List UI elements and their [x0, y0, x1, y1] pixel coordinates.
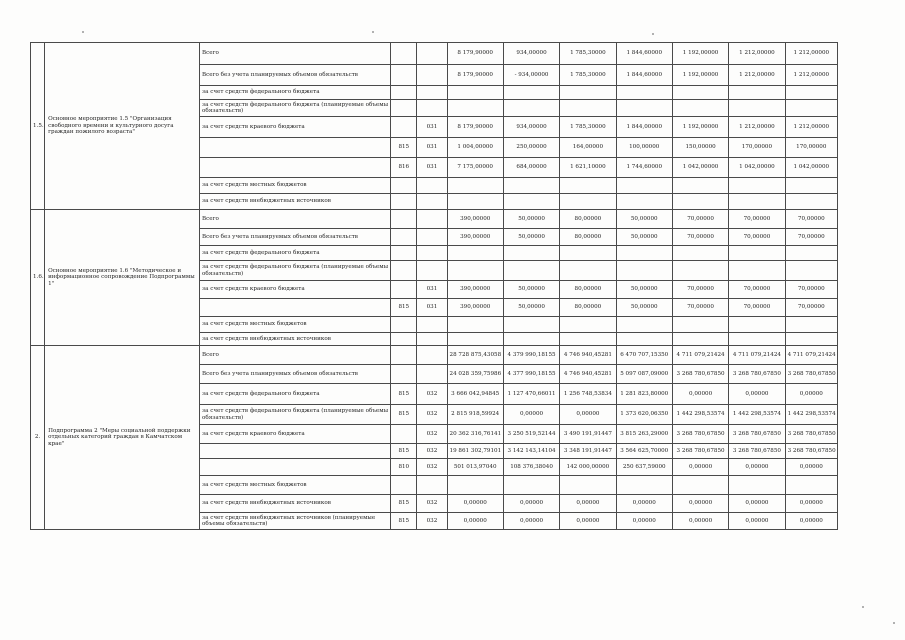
table-row	[31, 346, 838, 365]
amount-cell: 0,00000	[729, 459, 785, 476]
amount-cell: 50,00000	[503, 210, 559, 229]
amount-cell: 3 564 625,70000	[616, 444, 672, 459]
amount-cell: 80,00000	[560, 210, 616, 229]
amount-cell	[503, 178, 559, 194]
amount-cell	[616, 246, 672, 261]
amount-cell: 1 192,00000	[672, 43, 728, 65]
funding-source-label: за счет средств внебюджетных источников (планируемые объемы обязательств)	[200, 513, 391, 530]
admin-code	[391, 476, 417, 495]
amount-cell	[503, 194, 559, 210]
amount-cell: 80,00000	[560, 229, 616, 246]
admin-code	[391, 333, 417, 346]
amount-cell: 1 212,00000	[729, 117, 785, 138]
admin-code	[391, 178, 417, 194]
funding-source-label: Всего	[200, 43, 391, 65]
amount-cell: 390,00000	[447, 229, 503, 246]
budget-table-body	[31, 43, 838, 530]
funding-source-label: за счет средств федерального бюджета (планируемые объемы обязательств)	[200, 100, 391, 117]
scan-speck	[862, 606, 864, 608]
amount-cell: 3 815 263,29000	[616, 425, 672, 444]
funding-source-label	[200, 444, 391, 459]
amount-cell: 0,00000	[447, 495, 503, 513]
amount-cell	[785, 261, 837, 281]
admin-code	[391, 65, 417, 86]
amount-cell	[447, 194, 503, 210]
funding-source-label: за счет средств местных бюджетов	[200, 476, 391, 495]
amount-cell: 3 268 780,67850	[785, 365, 837, 384]
admin-code: 815	[391, 513, 417, 530]
amount-cell: - 934,00000	[503, 65, 559, 86]
program-code: 032	[417, 459, 447, 476]
amount-cell: 20 362 316,76141	[447, 425, 503, 444]
admin-code	[391, 229, 417, 246]
admin-code: 815	[391, 444, 417, 459]
amount-cell	[616, 86, 672, 100]
program-code	[417, 365, 447, 384]
amount-cell	[560, 246, 616, 261]
funding-source-label	[200, 299, 391, 317]
amount-cell: 1 042,00000	[672, 158, 728, 178]
funding-source-label: за счет средств внебюджетных источников	[200, 495, 391, 513]
amount-cell	[560, 333, 616, 346]
amount-cell: 0,00000	[785, 495, 837, 513]
amount-cell: 0,00000	[503, 405, 559, 425]
admin-code: 810	[391, 459, 417, 476]
amount-cell	[672, 333, 728, 346]
amount-cell: 0,00000	[672, 513, 728, 530]
amount-cell: 50,00000	[503, 281, 559, 299]
amount-cell: 3 268 780,67850	[785, 444, 837, 459]
amount-cell: 70,00000	[672, 210, 728, 229]
amount-cell: 1 442 298,53574	[785, 405, 837, 425]
program-code	[417, 246, 447, 261]
program-code: 032	[417, 405, 447, 425]
amount-cell: 108 376,38040	[503, 459, 559, 476]
amount-cell: 1 212,00000	[785, 43, 837, 65]
admin-code: 815	[391, 495, 417, 513]
amount-cell	[447, 317, 503, 333]
funding-source-label: за счет средств краевого бюджета	[200, 281, 391, 299]
amount-cell: 1 256 748,53834	[560, 384, 616, 405]
amount-cell: 3 268 780,67850	[785, 425, 837, 444]
section-number: 1.5.	[31, 43, 45, 210]
amount-cell	[447, 476, 503, 495]
amount-cell: 170,00000	[785, 138, 837, 158]
amount-cell: 19 861 302,79101	[447, 444, 503, 459]
amount-cell	[785, 246, 837, 261]
amount-cell: 1 785,30000	[560, 43, 616, 65]
amount-cell: 0,00000	[785, 513, 837, 530]
amount-cell	[616, 317, 672, 333]
amount-cell	[672, 261, 728, 281]
amount-cell: 70,00000	[785, 299, 837, 317]
amount-cell	[672, 317, 728, 333]
amount-cell: 4 711 079,21424	[729, 346, 785, 365]
program-code	[417, 43, 447, 65]
program-code	[417, 333, 447, 346]
amount-cell: 1 844,00000	[616, 117, 672, 138]
amount-cell: 50,00000	[616, 210, 672, 229]
program-code: 031	[417, 138, 447, 158]
scan-speck	[372, 31, 374, 33]
amount-cell	[729, 100, 785, 117]
budget-table	[30, 42, 838, 530]
funding-source-label: Всего без учета планируемых объемов обязательств	[200, 65, 391, 86]
funding-source-label: за счет средств внебюджетных источников	[200, 333, 391, 346]
admin-code	[391, 117, 417, 138]
admin-code	[391, 425, 417, 444]
amount-cell: 3 268 780,67850	[672, 365, 728, 384]
amount-cell: 70,00000	[672, 299, 728, 317]
amount-cell: 1 127 470,66011	[503, 384, 559, 405]
funding-source-label: за счет средств федерального бюджета	[200, 246, 391, 261]
amount-cell	[447, 333, 503, 346]
program-code	[417, 261, 447, 281]
amount-cell	[729, 317, 785, 333]
amount-cell	[560, 86, 616, 100]
amount-cell: 0,00000	[616, 495, 672, 513]
amount-cell: 0,00000	[672, 495, 728, 513]
amount-cell	[672, 100, 728, 117]
amount-cell: 2 815 918,59924	[447, 405, 503, 425]
admin-code	[391, 210, 417, 229]
admin-code	[391, 346, 417, 365]
admin-code	[391, 43, 417, 65]
amount-cell: 4 379 990,18155	[503, 346, 559, 365]
amount-cell: 0,00000	[616, 513, 672, 530]
amount-cell: 250 637,59000	[616, 459, 672, 476]
amount-cell: 170,00000	[729, 138, 785, 158]
admin-code	[391, 261, 417, 281]
program-code	[417, 476, 447, 495]
funding-source-label: за счет средств краевого бюджета	[200, 117, 391, 138]
program-code	[417, 100, 447, 117]
amount-cell: 8 179,90000	[447, 65, 503, 86]
amount-cell	[729, 333, 785, 346]
amount-cell: 1 281 823,80000	[616, 384, 672, 405]
amount-cell: 150,00000	[672, 138, 728, 158]
amount-cell: 7 175,00000	[447, 158, 503, 178]
amount-cell: 50,00000	[503, 229, 559, 246]
program-code	[417, 210, 447, 229]
amount-cell: 501 013,97040	[447, 459, 503, 476]
amount-cell: 70,00000	[785, 210, 837, 229]
table-row	[31, 43, 838, 65]
amount-cell: 70,00000	[729, 229, 785, 246]
program-code: 031	[417, 117, 447, 138]
program-code	[417, 65, 447, 86]
amount-cell: 70,00000	[729, 281, 785, 299]
amount-cell: 80,00000	[560, 299, 616, 317]
amount-cell	[672, 86, 728, 100]
amount-cell: 3 348 191,91447	[560, 444, 616, 459]
funding-source-label	[200, 158, 391, 178]
amount-cell	[560, 261, 616, 281]
admin-code	[391, 281, 417, 299]
amount-cell: 1 042,00000	[729, 158, 785, 178]
admin-code	[391, 100, 417, 117]
scan-speck	[893, 622, 895, 624]
amount-cell	[503, 333, 559, 346]
amount-cell: 1 373 620,06350	[616, 405, 672, 425]
amount-cell: 1 212,00000	[729, 65, 785, 86]
amount-cell: 70,00000	[672, 281, 728, 299]
amount-cell: 0,00000	[672, 459, 728, 476]
admin-code: 815	[391, 405, 417, 425]
amount-cell: 80,00000	[560, 281, 616, 299]
admin-code	[391, 194, 417, 210]
amount-cell: 3 268 780,67850	[729, 425, 785, 444]
amount-cell: 1 004,00000	[447, 138, 503, 158]
amount-cell: 1 621,10000	[560, 158, 616, 178]
amount-cell: 3 268 780,67850	[729, 365, 785, 384]
amount-cell	[785, 333, 837, 346]
amount-cell: 3 268 780,67850	[729, 444, 785, 459]
amount-cell	[447, 246, 503, 261]
amount-cell	[672, 194, 728, 210]
amount-cell: 3 142 143,14104	[503, 444, 559, 459]
funding-source-label: Всего	[200, 210, 391, 229]
amount-cell	[616, 194, 672, 210]
amount-cell	[729, 178, 785, 194]
amount-cell	[503, 317, 559, 333]
amount-cell	[785, 317, 837, 333]
amount-cell: 28 728 875,43058	[447, 346, 503, 365]
amount-cell	[672, 476, 728, 495]
amount-cell: 8 179,90000	[447, 43, 503, 65]
scan-speck	[82, 31, 84, 33]
table-row	[31, 210, 838, 229]
amount-cell	[785, 100, 837, 117]
program-code	[417, 194, 447, 210]
amount-cell: 3 250 519,52144	[503, 425, 559, 444]
amount-cell	[503, 246, 559, 261]
section-title: Подпрограмма 2 "Меры социальной поддержки отдельных категорий граждан в Камчатском крае"	[45, 346, 200, 530]
amount-cell: 1 744,60000	[616, 158, 672, 178]
amount-cell	[560, 194, 616, 210]
amount-cell: 3 268 780,67850	[672, 444, 728, 459]
amount-cell: 142 000,00000	[560, 459, 616, 476]
amount-cell: 0,00000	[503, 513, 559, 530]
amount-cell: 1 785,30000	[560, 65, 616, 86]
amount-cell: 0,00000	[785, 459, 837, 476]
amount-cell	[503, 261, 559, 281]
funding-source-label: Всего	[200, 346, 391, 365]
amount-cell	[785, 178, 837, 194]
program-code	[417, 346, 447, 365]
amount-cell: 1 212,00000	[729, 43, 785, 65]
program-code: 031	[417, 158, 447, 178]
amount-cell: 4 746 940,45281	[560, 346, 616, 365]
amount-cell: 5 097 087,09000	[616, 365, 672, 384]
admin-code: 816	[391, 158, 417, 178]
amount-cell	[560, 317, 616, 333]
program-code: 032	[417, 425, 447, 444]
section-number: 2.	[31, 346, 45, 530]
amount-cell: 50,00000	[616, 229, 672, 246]
amount-cell: 0,00000	[447, 513, 503, 530]
amount-cell	[503, 100, 559, 117]
amount-cell	[672, 246, 728, 261]
funding-source-label: за счет средств местных бюджетов	[200, 178, 391, 194]
amount-cell: 4 711 079,21424	[672, 346, 728, 365]
program-code: 032	[417, 444, 447, 459]
amount-cell: 50,00000	[616, 299, 672, 317]
amount-cell: 1 785,30000	[560, 117, 616, 138]
amount-cell	[729, 261, 785, 281]
funding-source-label: за счет средств федерального бюджета (планируемые объемы обязательств)	[200, 405, 391, 425]
amount-cell: 70,00000	[785, 229, 837, 246]
amount-cell: 70,00000	[729, 210, 785, 229]
amount-cell	[503, 86, 559, 100]
amount-cell	[785, 86, 837, 100]
admin-code	[391, 317, 417, 333]
amount-cell	[729, 86, 785, 100]
amount-cell: 0,00000	[729, 384, 785, 405]
funding-source-label: за счет средств внебюджетных источников	[200, 194, 391, 210]
amount-cell	[560, 100, 616, 117]
amount-cell: 934,00000	[503, 43, 559, 65]
amount-cell: 390,00000	[447, 299, 503, 317]
amount-cell: 390,00000	[447, 210, 503, 229]
amount-cell	[447, 261, 503, 281]
amount-cell: 100,00000	[616, 138, 672, 158]
amount-cell	[729, 246, 785, 261]
admin-code	[391, 86, 417, 100]
amount-cell: 1 442 298,53574	[672, 405, 728, 425]
funding-source-label: за счет средств краевого бюджета	[200, 425, 391, 444]
program-code: 032	[417, 513, 447, 530]
program-code: 032	[417, 384, 447, 405]
amount-cell: 1 844,60000	[616, 65, 672, 86]
amount-cell	[447, 86, 503, 100]
funding-source-label: Всего без учета планируемых объемов обязательств	[200, 365, 391, 384]
amount-cell: 50,00000	[616, 281, 672, 299]
amount-cell: 50,00000	[503, 299, 559, 317]
amount-cell: 70,00000	[785, 281, 837, 299]
amount-cell: 0,00000	[560, 405, 616, 425]
funding-source-label: за счет средств федерального бюджета	[200, 86, 391, 100]
amount-cell: 3 666 042,94845	[447, 384, 503, 405]
section-title: Основное мероприятие 1.6 "Методическое и информационное сопровождение Подпрограммы 1"	[45, 210, 200, 346]
amount-cell	[503, 476, 559, 495]
amount-cell	[616, 178, 672, 194]
funding-source-label: за счет средств местных бюджетов	[200, 317, 391, 333]
amount-cell: 6 470 707,15350	[616, 346, 672, 365]
funding-source-label	[200, 459, 391, 476]
admin-code: 815	[391, 138, 417, 158]
amount-cell: 0,00000	[729, 513, 785, 530]
amount-cell: 1 192,00000	[672, 117, 728, 138]
funding-source-label: за счет средств федерального бюджета (планируемые объемы обязательств)	[200, 261, 391, 281]
amount-cell: 0,00000	[560, 495, 616, 513]
amount-cell	[729, 476, 785, 495]
amount-cell	[785, 476, 837, 495]
amount-cell	[616, 476, 672, 495]
amount-cell: 1 212,00000	[785, 65, 837, 86]
amount-cell	[447, 100, 503, 117]
amount-cell	[616, 333, 672, 346]
amount-cell: 0,00000	[672, 384, 728, 405]
amount-cell: 250,00000	[503, 138, 559, 158]
amount-cell: 3 268 780,67850	[672, 425, 728, 444]
amount-cell: 24 028 359,75986	[447, 365, 503, 384]
amount-cell	[616, 261, 672, 281]
amount-cell: 70,00000	[729, 299, 785, 317]
amount-cell	[672, 178, 728, 194]
amount-cell	[616, 100, 672, 117]
amount-cell: 1 212,00000	[785, 117, 837, 138]
program-code	[417, 317, 447, 333]
program-code	[417, 229, 447, 246]
amount-cell: 1 042,00000	[785, 158, 837, 178]
amount-cell: 4 711 079,21424	[785, 346, 837, 365]
program-code: 031	[417, 281, 447, 299]
amount-cell: 0,00000	[503, 495, 559, 513]
amount-cell: 70,00000	[672, 229, 728, 246]
amount-cell: 8 179,90000	[447, 117, 503, 138]
amount-cell: 4 377 990,18155	[503, 365, 559, 384]
amount-cell	[560, 476, 616, 495]
section-number: 1.6.	[31, 210, 45, 346]
amount-cell: 390,00000	[447, 281, 503, 299]
amount-cell: 0,00000	[785, 384, 837, 405]
amount-cell: 684,00000	[503, 158, 559, 178]
amount-cell: 1 844,60000	[616, 43, 672, 65]
amount-cell	[560, 178, 616, 194]
program-code	[417, 86, 447, 100]
amount-cell	[729, 194, 785, 210]
amount-cell: 3 490 191,91447	[560, 425, 616, 444]
amount-cell: 4 746 940,45281	[560, 365, 616, 384]
admin-code: 815	[391, 384, 417, 405]
scan-speck	[652, 33, 654, 35]
amount-cell: 164,00000	[560, 138, 616, 158]
amount-cell: 1 442 298,53574	[729, 405, 785, 425]
section-title: Основное мероприятие 1.5 "Организация свободного времени и культурного досуга граждан пожилого возраста"	[45, 43, 200, 210]
amount-cell: 0,00000	[729, 495, 785, 513]
admin-code	[391, 246, 417, 261]
amount-cell: 0,00000	[560, 513, 616, 530]
program-code: 032	[417, 495, 447, 513]
admin-code: 815	[391, 299, 417, 317]
program-code: 031	[417, 299, 447, 317]
funding-source-label	[200, 138, 391, 158]
program-code	[417, 178, 447, 194]
amount-cell: 1 192,00000	[672, 65, 728, 86]
funding-source-label: Всего без учета планируемых объемов обязательств	[200, 229, 391, 246]
amount-cell	[785, 194, 837, 210]
funding-source-label: за счет средств федерального бюджета	[200, 384, 391, 405]
admin-code	[391, 365, 417, 384]
amount-cell: 934,00000	[503, 117, 559, 138]
amount-cell	[447, 178, 503, 194]
